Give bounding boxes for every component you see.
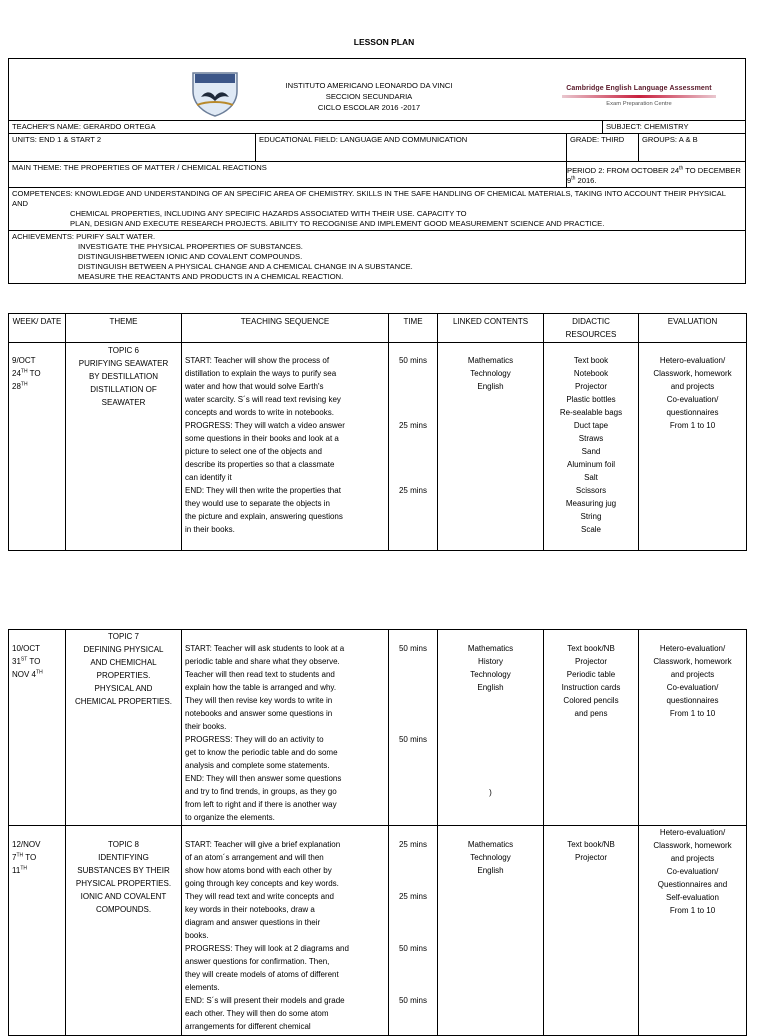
competences-line: CHEMICAL PROPERTIES, INCLUDING ANY SPECIFIC HAZARDS ASSOCIATED WITH THEIR USE. CAPACITY TO bbox=[70, 209, 467, 218]
week-cell: 10/OCT 31ST TO NOV 4TH bbox=[9, 630, 66, 826]
document-title: LESSON PLAN bbox=[353, 37, 415, 47]
theme-cell: TOPIC 7 DEFINING PHYSICAL AND CHEMICHAL PROPERTIES. PHYSICAL AND CHEMICAL PROPERTIES. bbox=[66, 630, 182, 826]
week-cell: 9/OCT 24TH TO 28TH bbox=[9, 343, 66, 551]
school-crest-icon bbox=[189, 67, 241, 117]
school-name: INSTITUTO AMERICANO LEONARDO DA VINCI bbox=[285, 81, 453, 90]
school-info bbox=[259, 80, 479, 113]
competences-line: PLAN, DESIGN AND EXECUTE RESEARCH PROJECTS. ABILITY TO RECOGNISE AND IMPLEMENT GOOD MEASUREMENT SCIENCE AND PRACTICE. bbox=[70, 219, 605, 228]
grade: GRADE: THIRD bbox=[567, 134, 639, 162]
evaluation-cell: Hetero-evaluation/ Classwork, homework and projects Co-evaluation/ Questionnaires and Self-evaluation From 1 to 10 bbox=[639, 826, 747, 1036]
header-evaluation: EVALUATION bbox=[639, 314, 747, 343]
cambridge-bar bbox=[562, 95, 716, 98]
achievement-item: MEASURE THE REACTANTS AND PRODUCTS IN A CHEMICAL REACTION. bbox=[78, 272, 344, 281]
resources-cell: Text book/NB Projector Periodic table Instruction cards Colored pencils and pens bbox=[544, 630, 639, 826]
achievement-item: DISTINGUISH BETWEEN A PHYSICAL CHANGE AND A CHEMICAL CHANGE IN A SUBSTANCE. bbox=[78, 262, 413, 271]
cambridge-logo bbox=[554, 84, 724, 109]
header-time: TIME bbox=[389, 314, 438, 343]
achievement-item: DISTINGUISHBETWEEN IONIC AND COVALENT COMPOUNDS. bbox=[78, 252, 303, 261]
resources-cell: Text book/NB Projector bbox=[544, 826, 639, 1036]
competences-line: KNOWLEDGE AND UNDERSTANDING OF AN SPECIFIC AREA OF CHEMISTRY. SKILLS IN THE SAFE HANDLING OF CHEMICAL MATERIALS, TAKING INTO ACCOUNT THEIR PHYSICAL AND bbox=[12, 189, 726, 208]
achievements bbox=[9, 231, 746, 284]
header-brand-cell bbox=[9, 59, 746, 121]
evaluation-cell: Hetero-evaluation/ Classwork, homework and projects Co-evaluation/ questionnaires From 1 to 10 bbox=[639, 630, 747, 826]
sequence-cell: START: Teacher will ask students to look at a periodic table and share what they observe. Teacher will then read text to students and explain how the table is arranged and why. They will then revise key words to write in notebooks and answer some questions in their books. PROGRESS: They will do an activity to get to know the periodic table and do some analysis and complete some statements. END: They will then answer some questions and try to find trends, in groups, as they go from left to right and if there is another way to organize the elements. bbox=[182, 630, 389, 826]
linked-cell: Mathematics History Technology English ) bbox=[438, 630, 544, 826]
competences-label: COMPETENCES: bbox=[12, 189, 73, 198]
week-cell: 12/NOV 7TH TO 11TH bbox=[9, 826, 66, 1036]
header-week: WEEK/ DATE bbox=[9, 314, 66, 343]
lesson-table-1 bbox=[8, 313, 747, 551]
evaluation-cell: Hetero-evaluation/ Classwork, homework and projects Co-evaluation/ questionnaires From 1 to 10 bbox=[639, 343, 747, 551]
competences bbox=[9, 188, 746, 231]
achievement-item: INVESTIGATE THE PHYSICAL PROPERTIES OF SUBSTANCES. bbox=[78, 242, 303, 251]
sequence-cell: START: Teacher will show the process of distillation to explain the ways to purify sea water and how that would solve Earth's water scarcity. S´s will read text revising key concepts and words to write in notebooks. PROGRESS: They will watch a video answer some questions in their books and look at a picture to select one of the objects and describe its properties so that a classmate can identify it END: They will then write the properties that they would use to separate the objects in the picture and explain, answering questions in their books. bbox=[182, 343, 389, 551]
cambridge-name: Cambridge English Language Assessment bbox=[566, 85, 712, 92]
units: UNITS: END 1 & START 2 bbox=[9, 134, 256, 162]
linked-cell: Mathematics Technology English bbox=[438, 343, 544, 551]
time-cell: 50 mins 25 mins 25 mins bbox=[389, 343, 438, 551]
subject: SUBJECT: CHEMISTRY bbox=[602, 121, 745, 134]
time-cell: 50 mins 50 mins bbox=[389, 630, 438, 826]
header-resources: DIDACTIC RESOURCES bbox=[544, 314, 639, 343]
time-cell: 25 mins 25 mins 50 mins 50 mins bbox=[389, 826, 438, 1036]
lesson-table-2 bbox=[8, 629, 747, 1036]
school-section: SECCION SECUNDARIA bbox=[325, 92, 413, 101]
table-row bbox=[9, 826, 747, 1036]
main-theme: MAIN THEME: THE PROPERTIES OF MATTER / CHEMICAL REACTIONS bbox=[9, 162, 567, 188]
achievement-item: PURIFY SALT WATER. bbox=[76, 232, 156, 241]
cambridge-subtitle: Exam Preparation Centre bbox=[606, 101, 672, 107]
resources-cell: Text book Notebook Projector Plastic bottles Re-sealable bags Duct tape Straws Sand Aluminum foil Salt Scissors Measuring jug String Scale bbox=[544, 343, 639, 551]
table-row bbox=[9, 630, 747, 826]
achievements-label: ACHIEVEMENTS: bbox=[12, 232, 75, 241]
header-table bbox=[8, 58, 746, 284]
theme-cell: TOPIC 8 IDENTIFYING SUBSTANCES BY THEIR PHYSICAL PROPERTIES. IONIC AND COVALENT COMPOUNDS. bbox=[66, 826, 182, 1036]
sequence-cell: START: Teacher will give a brief explanation of an atom´s arrangement and will then show how atoms bond with each other by going through key concepts and key words. They will read text and write concepts and key words in their notebooks, draw a diagram and answer questions in their books. PROGRESS: They will look at 2 diagrams and answer questions for confirmation. Then, they will create models of atoms of different elements. END: S´s will present their models and grade each other. They will then do some atom arrangements for different chemical bbox=[182, 826, 389, 1036]
theme-cell: TOPIC 6 PURIFYING SEAWATER BY DESTILLATION DISTILLATION OF SEAWATER bbox=[66, 343, 182, 551]
header-sequence: TEACHING SEQUENCE bbox=[182, 314, 389, 343]
school-cycle: CICLO ESCOLAR 2016 -2017 bbox=[317, 103, 421, 112]
header-theme: THEME bbox=[66, 314, 182, 343]
header-linked: LINKED CONTENTS bbox=[438, 314, 544, 343]
period: PERIOD 2: FROM OCTOBER 24th TO DECEMBER 9th 2016. bbox=[567, 162, 746, 188]
linked-cell: Mathematics Technology English bbox=[438, 826, 544, 1036]
educational-field: EDUCATIONAL FIELD: LANGUAGE AND COMMUNICATION bbox=[256, 134, 567, 162]
table-row bbox=[9, 343, 747, 551]
teacher-name: TEACHER'S NAME: GERARDO ORTEGA bbox=[9, 121, 603, 134]
groups: GROUPS: A & B bbox=[639, 134, 746, 162]
